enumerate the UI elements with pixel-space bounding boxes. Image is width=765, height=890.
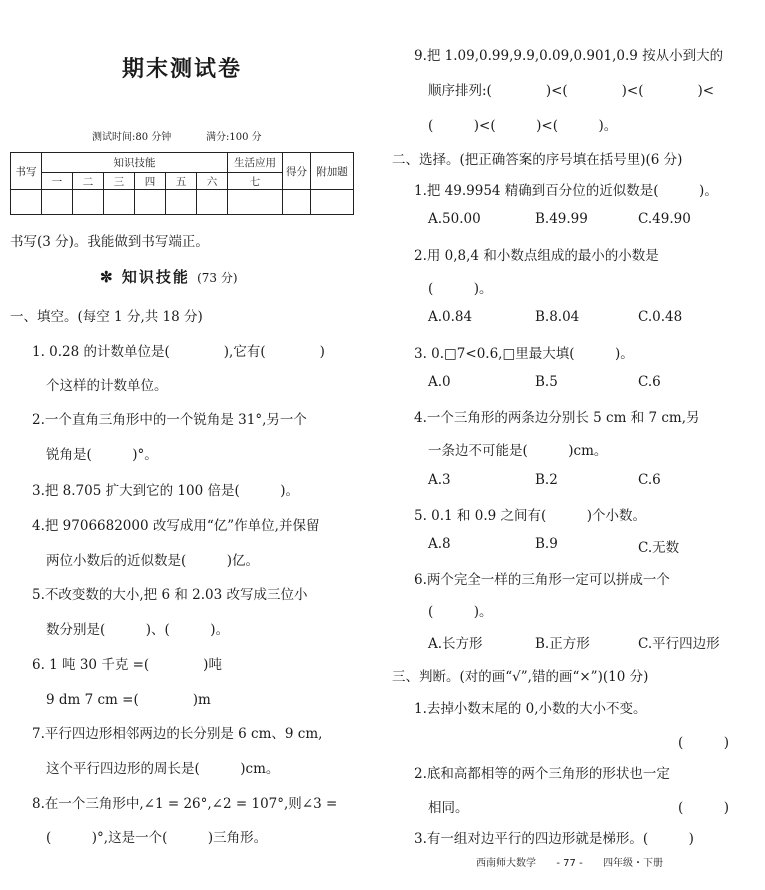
option-label: A.0: [428, 374, 451, 390]
exam-time: 测试时间:80 分钟: [92, 132, 172, 143]
question-line: 9 dm 7 cm =( )m: [46, 692, 211, 708]
question-line: 8.在一个三角形中,∠1 = 26°,∠2 = 107°,则∠3 =: [32, 796, 338, 812]
score-cell[interactable]: [11, 190, 42, 215]
answer-parenthesis[interactable]: ( ): [678, 800, 730, 816]
option-label: B.5: [535, 374, 558, 390]
option-label: A.0.84: [428, 309, 473, 325]
score-cell[interactable]: [42, 190, 73, 215]
score-table: [10, 152, 354, 215]
score-cell[interactable]: [104, 190, 135, 215]
col-writing: 书写: [11, 153, 42, 190]
flower-icon: ✼: [100, 268, 115, 286]
option-label: A.8: [428, 536, 451, 552]
question-line: ( )<( )<( )。: [428, 118, 618, 134]
question-line: 4.一个三角形的两条边分别长 5 cm 和 7 cm,另: [414, 410, 700, 426]
option-label: B.9: [535, 536, 558, 552]
col-7: 七: [228, 173, 283, 190]
score-cell[interactable]: [197, 190, 228, 215]
col-4: 四: [135, 173, 166, 190]
option-label: B.49.99: [535, 211, 588, 227]
col-bonus: 附加题: [311, 153, 354, 190]
score-cell[interactable]: [311, 190, 354, 215]
question-line: 5. 0.1 和 0.9 之间有( )个小数。: [414, 508, 647, 524]
question-line: 这个平行四边形的周长是( )cm。: [46, 761, 280, 777]
question-line: ( )°,这是一个( )三角形。: [46, 830, 268, 846]
question-line: 7.平行四边形相邻两边的长分别是 6 cm、9 cm,: [32, 726, 323, 742]
question-line: 4.把 9706682000 改写成用“亿”作单位,并保留: [32, 518, 320, 534]
option-label: C.无数: [638, 540, 680, 556]
score-cell[interactable]: [73, 190, 104, 215]
score-cell[interactable]: [166, 190, 197, 215]
score-cell[interactable]: [283, 190, 311, 215]
section-heading: 一、填空。(每空 1 分,共 18 分): [10, 309, 203, 325]
section-heading: 二、选择。(把正确答案的序号填在括号里)(6 分): [392, 152, 683, 168]
footer-grade: 四年级・下册: [603, 858, 664, 869]
col-life: 生活应用: [228, 153, 283, 173]
section-title: [100, 266, 238, 287]
section-title-points: (73 分): [197, 271, 238, 285]
option-label: A.3: [428, 472, 451, 488]
question-line: 9.把 1.09,0.99,9.9,0.09,0.901,0.9 按从小到大的: [414, 48, 724, 64]
page-title: 期末测试卷: [122, 56, 243, 82]
section-title-text: 知识技能: [121, 268, 190, 286]
col-score: 得分: [283, 153, 311, 190]
col-2: 二: [73, 173, 104, 190]
question-line: 1. 0.28 的计数单位是( ),它有( ): [32, 344, 325, 360]
col-6: 六: [197, 173, 228, 190]
option-label: C.0.48: [638, 309, 683, 325]
col-1: 一: [42, 173, 73, 190]
col-3: 三: [104, 173, 135, 190]
question-line: 5.不改变数的大小,把 6 和 2.03 改写成三位小: [32, 587, 308, 603]
option-label: C.6: [638, 374, 661, 390]
question-line: 两位小数后的近似数是( )亿。: [46, 553, 260, 569]
question-line: 2.一个直角三角形中的一个锐角是 31°,另一个: [32, 412, 307, 428]
option-label: A.50.00: [428, 211, 481, 227]
exam-full-score: 满分:100 分: [206, 132, 262, 143]
question-line: 1.去掉小数末尾的 0,小数的大小不变。: [414, 701, 647, 717]
option-label: C.6: [638, 472, 661, 488]
option-label: C.平行四边形: [638, 636, 720, 652]
question-line: 3.把 8.705 扩大到它的 100 倍是( )。: [32, 483, 299, 499]
col-knowledge: 知识技能: [42, 153, 228, 173]
question-line: 顺序排列:( )<( )<( )<: [428, 83, 715, 99]
question-line: 锐角是( )°。: [46, 447, 158, 463]
question-line: 2.底和高都相等的两个三角形的形状也一定: [414, 766, 670, 782]
question-line: 3. 0.□7<0.6,□里最大填( )。: [414, 346, 634, 362]
option-label: B.8.04: [535, 309, 580, 325]
question-line: 个这样的计数单位。: [46, 378, 168, 394]
question-line: 相同。: [428, 800, 469, 816]
question-line: ( )。: [428, 604, 493, 620]
option-label: C.49.90: [638, 211, 691, 227]
question-line: 6. 1 吨 30 千克 =( )吨: [32, 657, 222, 673]
question-line: ( )。: [428, 281, 493, 297]
question-line: 3.有一组对边平行的四边形就是梯形。( ): [414, 831, 694, 847]
question-line: ( ): [678, 735, 730, 751]
question-line: 6.两个完全一样的三角形一定可以拼成一个: [414, 572, 670, 588]
score-cell[interactable]: [228, 190, 283, 215]
question-line: 2.用 0,8,4 和小数点组成的最小的小数是: [414, 248, 659, 264]
col-5: 五: [166, 173, 197, 190]
option-label: B.2: [535, 472, 558, 488]
writing-note: 书写(3 分)。我能做到书写端正。: [10, 234, 209, 250]
option-label: B.正方形: [535, 636, 590, 652]
question-line: 1.把 49.9954 精确到百分位的近似数是( )。: [414, 183, 718, 199]
footer-page-number: - 77 -: [556, 858, 583, 869]
question-line: 一条边不可能是( )cm。: [428, 443, 608, 459]
footer-publisher: 西南师大数学: [476, 858, 536, 869]
footer: [476, 854, 663, 869]
score-cell[interactable]: [135, 190, 166, 215]
option-label: A.长方形: [428, 636, 483, 652]
section-heading: 三、判断。(对的画“√”,错的画“×”)(10 分): [392, 669, 649, 685]
question-line: 数分别是( )、( )。: [46, 622, 230, 638]
